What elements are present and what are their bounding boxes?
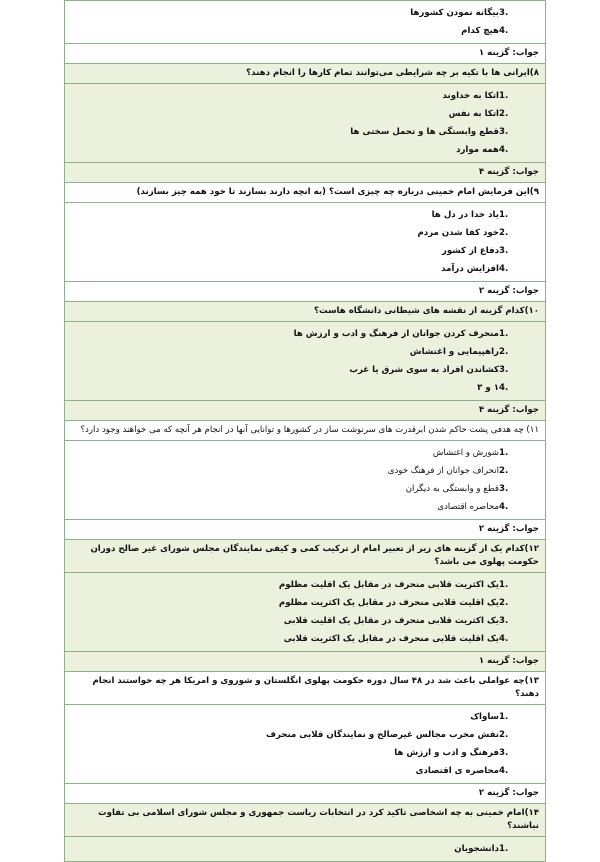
answer-row [65, 783, 545, 803]
option-text: قطع و وابستگی به دیگران [405, 484, 499, 494]
option-item [71, 4, 539, 22]
option-number: 4. [499, 383, 509, 393]
options-row [65, 1, 545, 43]
question-row [65, 539, 545, 572]
option-text: یک اقلیت قلابی منحرف در مقابل یک اکثریت مظلوم [278, 598, 499, 608]
options-row [65, 83, 545, 162]
answer-text: جواب: گزینه ۱ [478, 48, 539, 58]
option-item [71, 123, 539, 141]
question-row [65, 182, 545, 202]
option-text: ۱ و ۳ [477, 383, 499, 393]
option-item [71, 462, 539, 480]
option-number: 2. [499, 730, 509, 740]
option-item [71, 361, 539, 379]
option-number: 1. [499, 580, 509, 590]
option-item [71, 726, 539, 744]
options-row [65, 836, 545, 861]
option-number: 2. [499, 347, 509, 357]
option-text: یک اکثریت قلابی منحرف در مقابل یک اقلیت مظلوم [278, 580, 499, 590]
option-text: شورش و اغتشاش [432, 448, 499, 458]
question-row [65, 803, 545, 836]
option-item [71, 87, 539, 105]
option-number: 4. [499, 634, 509, 644]
question-text: ۱۲)کدام یک از گزینه های زیر از تعبیر امام از ترکیب کمی و کیفی نمایندگان مجلس شورای غیر صالح دوران حکومت پهلوی می باشد؟ [90, 544, 539, 567]
options-row [65, 704, 545, 783]
answer-row [65, 43, 545, 63]
question-text: ۹)این فرمایش امام خمینی درباره چه چیزی است؟ (به انچه دارند بسازند تا خود همه چیز بسازند) [136, 187, 539, 197]
answer-row [65, 651, 545, 671]
option-item [71, 325, 539, 343]
options-row [65, 321, 545, 400]
question-text: ۱۰)کدام گزینه از نقشه های شیطانی دانشگاه هاست؟ [313, 306, 539, 316]
answer-text: جواب: گزینه ۲ [478, 524, 539, 534]
answer-row [65, 400, 545, 420]
option-text: نفش مخرب مجالس غیرصالح و نمایندگان قلابی منحرف [265, 730, 499, 740]
question-text: ۱۴)امام خمینی به چه اشخاصی تاکید کرد در انتخابات ریاست جمهوری و مجلس شورای اسلامی بی تفاوت نباشند؟ [97, 808, 539, 831]
option-item [71, 612, 539, 630]
option-item [71, 224, 539, 242]
option-item [71, 744, 539, 762]
option-item [71, 708, 539, 726]
option-item [71, 141, 539, 159]
option-number: 4. [499, 145, 509, 155]
option-number: 1. [499, 210, 509, 220]
answer-row [65, 281, 545, 301]
option-text: خود کفا شدن مردم [417, 228, 499, 238]
option-text: راهپیمایی و اغتشاش [409, 347, 499, 357]
option-text: فرهنگ و ادب و ارزش ها [394, 748, 499, 758]
options-row [65, 440, 545, 519]
option-item [71, 206, 539, 224]
option-item [71, 105, 539, 123]
option-number: 1. [499, 712, 509, 722]
option-item [71, 762, 539, 780]
option-number: 4. [499, 766, 509, 776]
option-text: ساواک [470, 712, 499, 722]
option-number: 3. [499, 365, 509, 375]
option-text: اتکا به نفس [448, 109, 499, 119]
option-item [71, 343, 539, 361]
option-text: هیچ کدام [461, 26, 499, 36]
option-text: بیگانه نمودن کشورها [410, 8, 499, 18]
option-number: 2. [499, 466, 509, 476]
question-text: ۸)ایرانی ها با تکیه بر چه شرایطی می‌توانند تمام کارها را انجام دهند؟ [246, 68, 539, 78]
option-item [71, 379, 539, 397]
option-number: 3. [499, 246, 509, 256]
quiz-table [64, 0, 546, 862]
option-number: 4. [499, 264, 509, 274]
option-item [71, 630, 539, 648]
question-row [65, 671, 545, 704]
option-text: محاصره اقتصادی [437, 502, 499, 512]
option-number: 2. [499, 598, 509, 608]
question-row [65, 301, 545, 321]
option-text: دانشجویان [454, 844, 499, 854]
answer-row [65, 519, 545, 539]
options-row [65, 572, 545, 651]
answer-text: جواب: گزینه ۱ [478, 656, 539, 666]
option-number: 4. [499, 502, 509, 512]
option-number: 2. [499, 228, 509, 238]
option-number: 3. [499, 127, 509, 137]
question-text: ۱۱) چه هدفی پشت حاکم شدن ابرقدرت های سرنوشت ساز در کشورها و توانایی آنها در انجام هر آنچه که می خواهند وجود دارد؟ [80, 425, 539, 435]
option-item [71, 840, 539, 858]
option-item [71, 576, 539, 594]
option-number: 3. [499, 8, 509, 18]
option-number: 1. [499, 844, 509, 854]
option-number: 1. [499, 448, 509, 458]
question-row [65, 63, 545, 83]
option-text: یک اقلیت قلابی منحرف در مقابل یک اکثریت قلابی [283, 634, 499, 644]
question-text: ۱۳)چه عواملی باعث شد در ۴۸ سال دوره حکومت پهلوی انگلستان و شوروی و امریکا هر چه خواستند انجام دهند؟ [92, 676, 539, 699]
option-text: افزایش درآمد [441, 264, 499, 274]
answer-text: جواب: گزینه ۴ [478, 405, 539, 415]
option-item [71, 498, 539, 516]
option-text: یاد خدا در دل ها [431, 210, 499, 220]
option-number: 1. [499, 91, 509, 101]
option-number: 3. [499, 748, 509, 758]
option-text: کشاندن افراد به سوی شرق یا غرب [349, 365, 499, 375]
option-text: قطع وابستگی ها و تحمل سختی ها [350, 127, 499, 137]
option-text: انحراف جوانان از فرهنگ خودی [387, 466, 499, 476]
option-number: 2. [499, 109, 509, 119]
option-item [71, 242, 539, 260]
option-number: 3. [499, 484, 509, 494]
option-text: دفاع از کشور [441, 246, 499, 256]
option-item [71, 260, 539, 278]
answer-row [65, 162, 545, 182]
option-item [71, 594, 539, 612]
answer-text: جواب: گزینه ۲ [478, 788, 539, 798]
option-number: 4. [499, 26, 509, 36]
question-row [65, 420, 545, 440]
options-row [65, 202, 545, 281]
answer-text: جواب: گزینه ۲ [478, 286, 539, 296]
option-item [71, 22, 539, 40]
option-item [71, 480, 539, 498]
option-text: منحرف کردن جوانان از فرهنگ و ادب و ارزش ها [293, 329, 499, 339]
answer-text: جواب: گزینه ۴ [478, 167, 539, 177]
option-text: همه موارد [456, 145, 499, 155]
option-number: 3. [499, 616, 509, 626]
option-text: اتکا به خداوند [442, 91, 499, 101]
option-item [71, 444, 539, 462]
option-number: 1. [499, 329, 509, 339]
option-text: محاصره ی اقتصادی [415, 766, 499, 776]
option-text: یک اکثریت قلابی منحرف در مقابل یک اقلیت قلابی [283, 616, 499, 626]
